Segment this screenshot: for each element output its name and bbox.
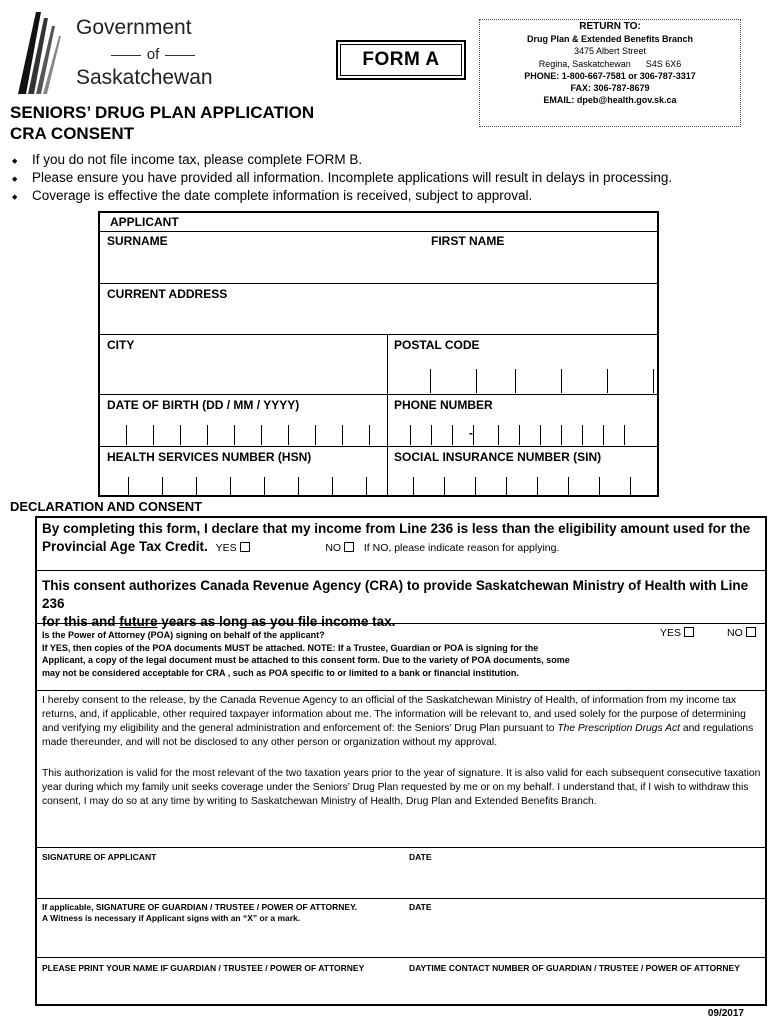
consent-text <box>37 691 765 848</box>
city-postal-row <box>100 335 657 395</box>
applicant-date-label: DATE <box>409 852 432 862</box>
income-no[interactable]: NO <box>325 542 354 554</box>
instruction-item: ◆ If you do not file income tax, please complete FORM B. <box>10 151 672 169</box>
guardian-signature-row[interactable] <box>37 899 765 958</box>
guardian-date-label: DATE <box>409 902 432 912</box>
address-field[interactable] <box>100 284 657 335</box>
instruction-list <box>10 151 672 205</box>
income-no-reason: If NO, please indicate reason for applying. <box>363 542 560 554</box>
income-yes-checkbox[interactable] <box>240 542 250 552</box>
dob-input[interactable] <box>126 425 370 445</box>
first-name-label: FIRST NAME <box>431 234 505 248</box>
name-row[interactable] <box>100 231 657 284</box>
consent-paragraph-2: This authorization is valid for the most relevant of the two taxation years prior to the year of signature. It is also valid for each subsequent consecutive taxation year during which my family unit seeks coverage under the Seniors’ Drug Plan requested by me or on my behalf. I understand that, if I wish to withdraw this consent, I may do so at any time by writing to Saskatchewan Ministry of Health, Drug Plan and Extended Benefits Branch. <box>42 768 761 807</box>
hsn-sin-row <box>100 447 657 497</box>
page-title: SENIORS’ DRUG PLAN APPLICATION CRA CONSENT <box>10 103 315 143</box>
city-label: CITY <box>107 338 135 352</box>
government-logo <box>14 8 214 98</box>
poa-no[interactable]: NO <box>727 627 756 639</box>
postal-code-label: POSTAL CODE <box>394 338 480 352</box>
dob-phone-row <box>100 395 657 447</box>
hsn-input[interactable] <box>128 477 367 497</box>
phone-input[interactable] <box>410 425 625 445</box>
wheat-sheaf-icon <box>14 8 74 98</box>
logo-line-of: of <box>94 46 212 63</box>
phone-label: PHONE NUMBER <box>394 398 493 412</box>
address-label: CURRENT ADDRESS <box>107 287 228 301</box>
phone-dash: - <box>469 426 473 440</box>
return-address-box <box>479 19 741 127</box>
cra-consent-statement: This consent authorizes Canada Revenue Agency (CRA) to provide Saskatchewan Ministry of Health with Line 236 for this and future years as long as you file income tax. <box>37 571 765 624</box>
logo-line-government: Government <box>76 16 192 39</box>
poa-yes[interactable]: YES <box>660 627 694 639</box>
poa-no-checkbox[interactable] <box>746 627 756 637</box>
poa-yes-checkbox[interactable] <box>684 627 694 637</box>
income-declaration: By completing this form, I declare that my income from Line 236 is less than the eligibility amount used for the Provincial Age Tax Credit. YES NO If NO, please indicate reason for applying. <box>37 518 765 571</box>
income-no-checkbox[interactable] <box>344 542 354 552</box>
sin-input[interactable] <box>413 477 631 497</box>
postal-code-input[interactable] <box>430 369 654 393</box>
consent-paragraph-1: I hereby consent to the release, by the Canada Revenue Agency to an official of the Saskatchewan Ministry of Health, of information from my income tax returns, and, if applicable, other required taxpayer information about me. The information will be relevant to, and used solely for the purpose of determining and verifying my eligibility and the general administration and enforcement of: the Seniors’ Drug Plan pursuant to The Prescription Drugs Act and regulations made thereunder, and will not be disclosed to any other person or organization without my approval. <box>42 695 754 748</box>
print-name-label: PLEASE PRINT YOUR NAME IF GUARDIAN / TRUSTEE / POWER OF ATTORNEY <box>42 963 365 973</box>
applicant-signature-label: SIGNATURE OF APPLICANT <box>42 852 157 862</box>
return-city-line: Regina, Saskatchewan S4S 6X6 <box>538 58 682 69</box>
return-fax: FAX: 306-787-8679 <box>570 83 650 94</box>
sin-label: SOCIAL INSURANCE NUMBER (SIN) <box>394 450 602 464</box>
hsn-label: HEALTH SERVICES NUMBER (HSN) <box>107 450 312 464</box>
return-title: RETURN TO: <box>579 21 641 32</box>
form-revision-date: 09/2017 <box>707 1008 744 1019</box>
return-email: EMAIL: dpeb@health.gov.sk.ca <box>543 95 677 106</box>
return-branch: Drug Plan & Extended Benefits Branch <box>526 34 694 45</box>
applicant-signature-row[interactable] <box>37 848 765 899</box>
guardian-name-row[interactable] <box>37 958 765 1004</box>
instruction-item: ◆ Coverage is effective the date complete information is received, subject to approval. <box>10 187 672 205</box>
dob-label: DATE OF BIRTH (DD / MM / YYYY) <box>107 398 300 412</box>
instruction-item: ◆ Please ensure you have provided all information. Incomplete applications will result in delays in processing. <box>10 169 672 187</box>
guardian-signature-label: If applicable, SIGNATURE OF GUARDIAN / TRUSTEE / POWER OF ATTORNEY. A Witness is necessary if Applicant signs with an “X” or a mark. <box>42 902 358 923</box>
declaration-title: DECLARATION AND CONSENT <box>10 499 203 514</box>
surname-label: SURNAME <box>107 234 168 248</box>
income-yes[interactable]: YES <box>216 542 250 554</box>
applicant-header: APPLICANT <box>100 213 657 232</box>
poa-section: Is the Power of Attorney (POA) signing on behalf of the applicant? If YES, then copies of the POA documents MUST be attached. NOTE: If a Trustee, Guardian or POA is signing for the Applicant, a copy of the legal document must be attached to this consent form. Due to the variety of POA documents, some may not be considered acceptable for CRA , such as POA specific to or limited to a bank or financial institution. YES NO <box>37 624 765 691</box>
return-phone: PHONE: 1-800-667-7581 or 306-787-3317 <box>524 70 696 81</box>
applicant-section <box>98 211 659 497</box>
logo-line-saskatchewan: Saskatchewan <box>76 66 213 89</box>
form-label: FORM A <box>336 40 466 80</box>
return-street: 3475 Albert Street <box>573 46 647 57</box>
daytime-contact-label: DAYTIME CONTACT NUMBER OF GUARDIAN / TRUSTEE / POWER OF ATTORNEY <box>409 963 740 973</box>
declaration-section <box>35 516 767 1006</box>
